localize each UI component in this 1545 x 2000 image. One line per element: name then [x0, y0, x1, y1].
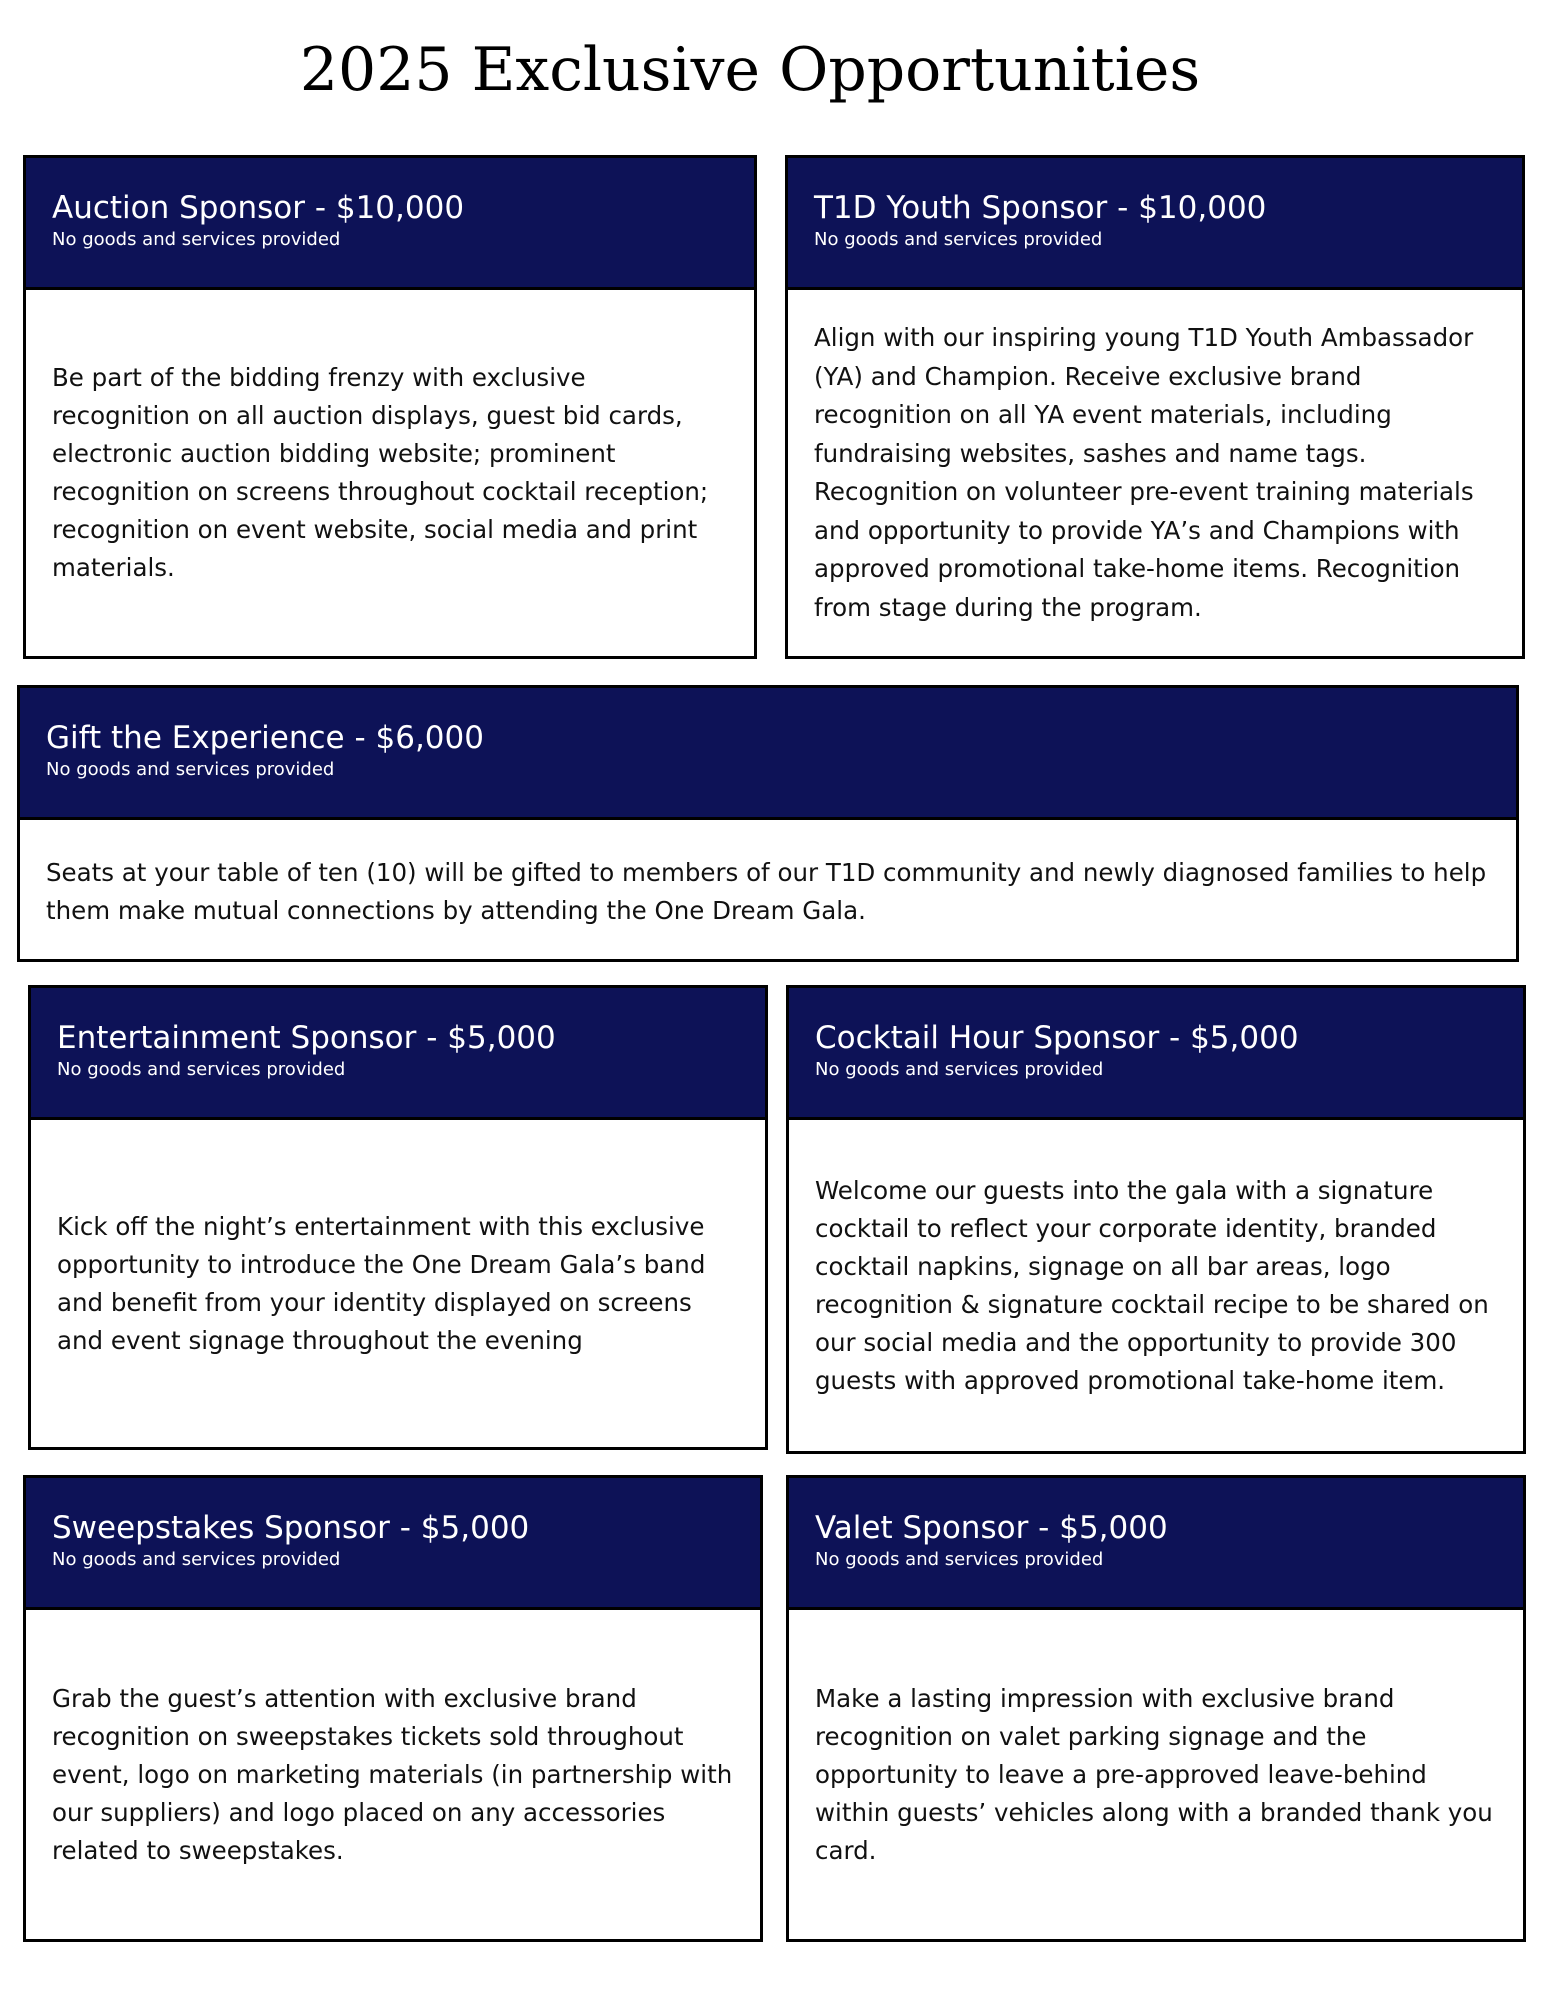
- card-subtitle: No goods and services provided: [46, 759, 335, 780]
- card-subtitle: No goods and services provided: [814, 229, 1103, 250]
- card-subtitle: No goods and services provided: [52, 1549, 341, 1570]
- card-body: [26, 290, 754, 656]
- card-description: Welcome our guests into the gala with a signature cocktail to reflect your corporate identity, branded cocktail napkins, signage on all bar areas, logo recognition & signature cocktail recipe to be shared on our social media and the opportunity to provide 300 guests with approved promotional take-home item.: [815, 1175, 1489, 1395]
- card-header: [788, 158, 1522, 290]
- card-description: Seats at your table of ten (10) will be gifted to members of our T1D community and newly diagnosed families to help them make mutual connections by attending the One Dream Gala.: [46, 858, 1487, 925]
- card-title: Gift the Experience - $6,000: [46, 720, 484, 756]
- card-subtitle: No goods and services provided: [815, 1059, 1104, 1080]
- page-title: 2025 Exclusive Opportunities: [299, 35, 1201, 105]
- entertainment-sponsor-card: [28, 985, 768, 1450]
- gift-the-experience-card: [17, 685, 1519, 962]
- card-header: [789, 988, 1523, 1120]
- card-title: Entertainment Sponsor - $5,000: [57, 1020, 556, 1056]
- sweepstakes-sponsor-card: [23, 1475, 763, 1942]
- card-title: Auction Sponsor - $10,000: [52, 190, 465, 226]
- card-header: [26, 158, 754, 290]
- card-description: Make a lasting impression with exclusive brand recognition on valet parking signage and the opportunity to leave a pre-approved leave-behind within guests’ vehicles along with a branded thank you card.: [815, 1683, 1493, 1865]
- card-body: [20, 820, 1516, 959]
- cocktail-hour-sponsor-card: [786, 985, 1526, 1454]
- card-header: [31, 988, 765, 1120]
- card-description: Be part of the bidding frenzy with exclusive recognition on all auction displays, guest bid cards, electronic auction bidding website; prominent recognition on screens throughout cocktail reception; recognition on event website, social media and print materials.: [52, 363, 709, 582]
- card-header: [20, 688, 1516, 820]
- card-title: T1D Youth Sponsor - $10,000: [814, 190, 1267, 226]
- card-header: [789, 1478, 1523, 1610]
- t1d-youth-sponsor-card: [785, 155, 1525, 659]
- card-header: [26, 1478, 760, 1610]
- card-subtitle: No goods and services provided: [815, 1549, 1104, 1570]
- card-body: [31, 1120, 765, 1447]
- card-subtitle: No goods and services provided: [52, 229, 341, 250]
- card-subtitle: No goods and services provided: [57, 1059, 346, 1080]
- valet-sponsor-card: [786, 1475, 1526, 1942]
- card-description: Kick off the night’s entertainment with this exclusive opportunity to introduce the One Dream Gala’s band and benefit from your identity displayed on screens and event signage throughout the evening: [57, 1211, 706, 1355]
- card-description: Grab the guest’s attention with exclusive brand recognition on sweepstakes tickets sold throughout event, logo on marketing materials (in partnership with our suppliers) and logo placed on any accessories related to sweepstakes.: [52, 1683, 733, 1865]
- card-description: Align with our inspiring young T1D Youth Ambassador (YA) and Champion. Receive exclusive brand recognition on all YA event materials, including fundraising websites, sashes and name tags. Recognition on volunteer pre-event training materials and opportunity to provide YA’s and Champions with approved promotional take-home items. Recognition from stage during the program.: [814, 323, 1474, 622]
- card-body: [788, 290, 1522, 656]
- card-title: Sweepstakes Sponsor - $5,000: [52, 1510, 530, 1546]
- auction-sponsor-card: [23, 155, 757, 659]
- card-body: [789, 1610, 1523, 1939]
- card-body: [789, 1120, 1523, 1451]
- card-body: [26, 1610, 760, 1939]
- card-title: Valet Sponsor - $5,000: [815, 1510, 1168, 1546]
- card-title: Cocktail Hour Sponsor - $5,000: [815, 1020, 1299, 1056]
